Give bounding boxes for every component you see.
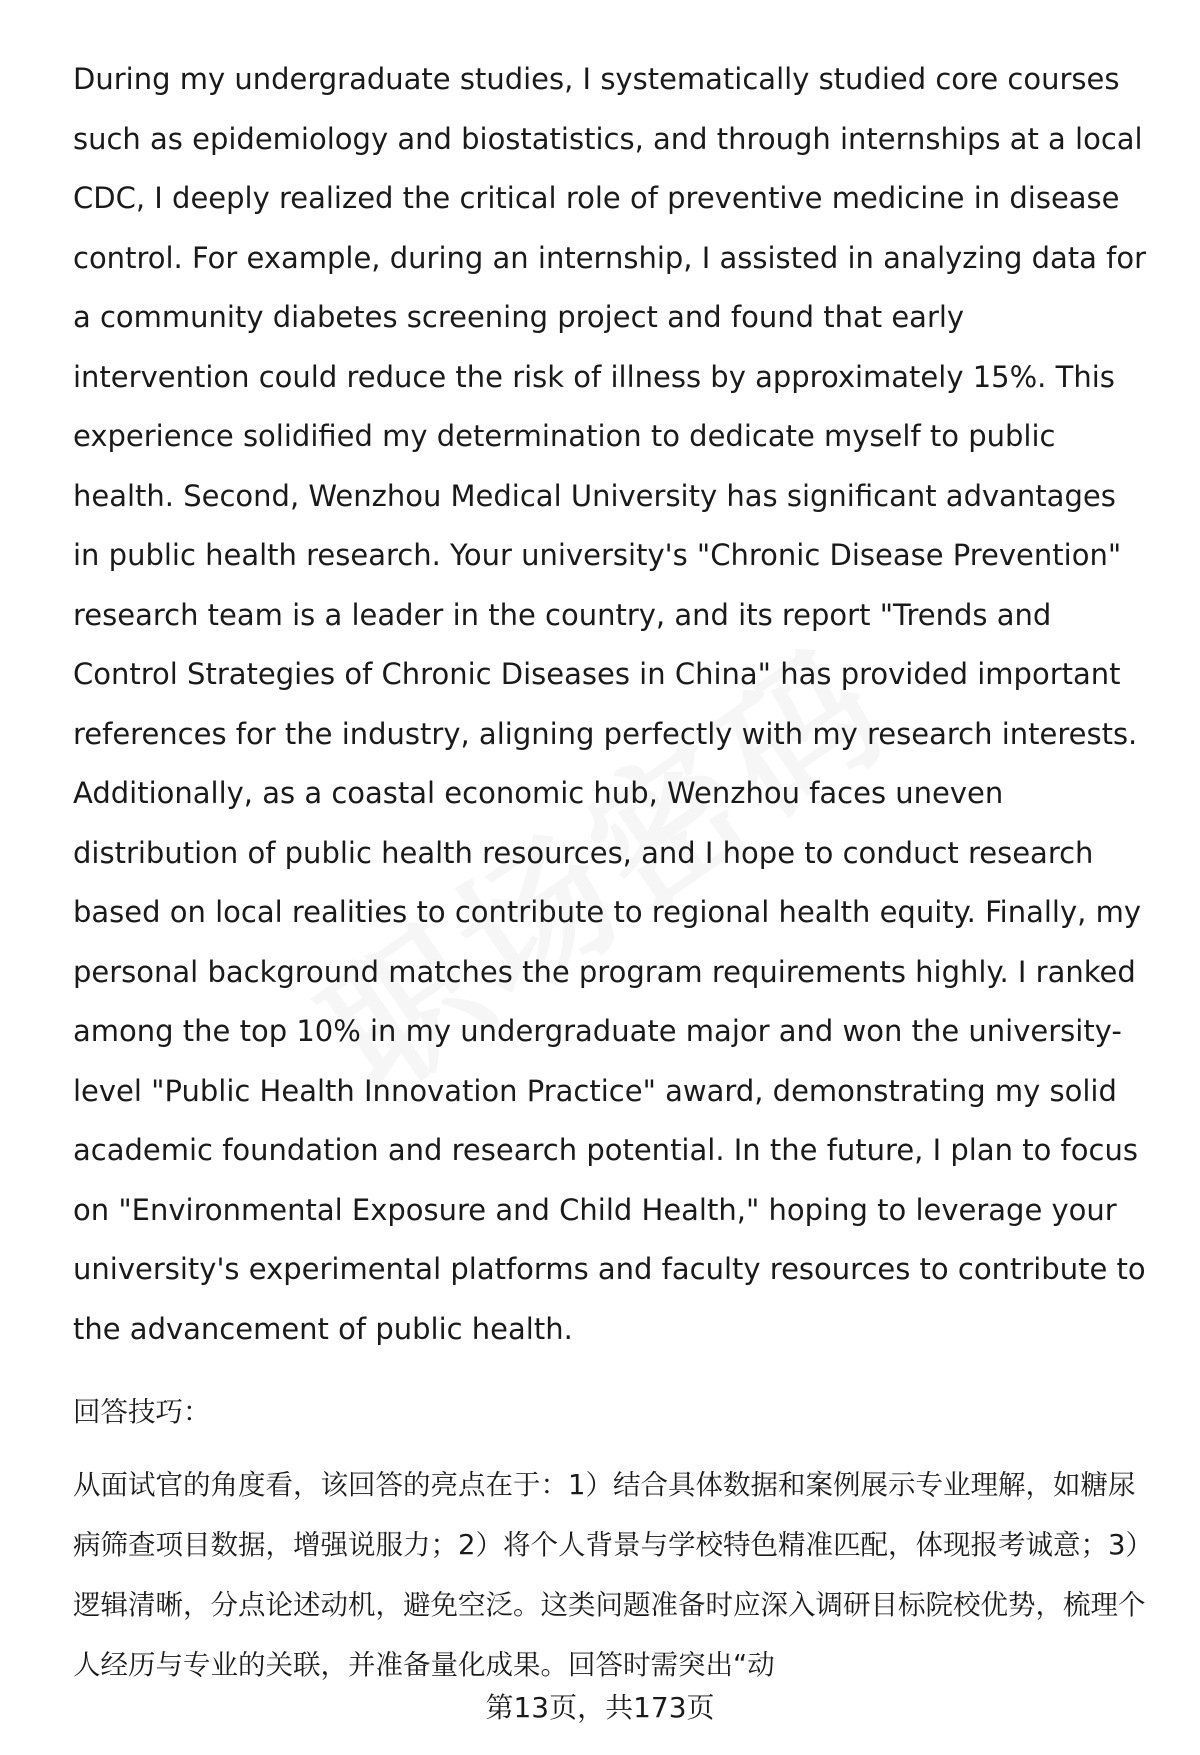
tips-heading: 回答技巧： — [73, 1396, 211, 1428]
page-number-footer: 第13页，共173页 — [485, 1691, 715, 1724]
answer-paragraph: During my undergraduate studies, I systematically studied core courses such as epidemiology and biostatistics, and through internships at a local CDC, I deeply realized the critical role of preventive medicine in disease control. For example, during an internship, I assisted in analyzing data for a community diabetes screening project and found that early intervention could reduce the risk of illness by approximately 15%. This experience solidified my determination to dedicate myself to public health. Second, Wenzhou Medical University has significant advantages in public health research. Your university's "Chronic Disease Prevention" research team is a leader in the country, and its report "Trends and Control Strategies of Chronic Diseases in China" has provided important references for the industry, aligning perfectly with my research interests. Additionally, as a coastal economic hub, Wenzhou faces uneven distribution of public health resources, and I hope to conduct research based on local realities to contribute to regional health equity. Finally, my personal background matches the program requirements highly. I ranked among the top 10% in my undergraduate major and won the university-level "Public Health Innovation Practice" award, demonstrating my solid academic foundation and research potential. In the future, I plan to focus on "Environmental Exposure and Child Health," hoping to leverage your university's experimental platforms and faculty resources to contribute to the advancement of public health. — [73, 62, 1146, 1346]
tips-paragraph: 从面试官的角度看，该回答的亮点在于：1）结合具体数据和案例展示专业理解，如糖尿病筛查项目数据，增强说服力；2）将个人背景与学校特色精准匹配，体现报考诚意；3）逻辑清晰，分点论述动机，避免空泛。这类问题准备时应深入调研目标院校优势，梳理个人经历与专业的关联，并准备量化成果。回答时需突出“动 — [73, 1469, 1153, 1681]
